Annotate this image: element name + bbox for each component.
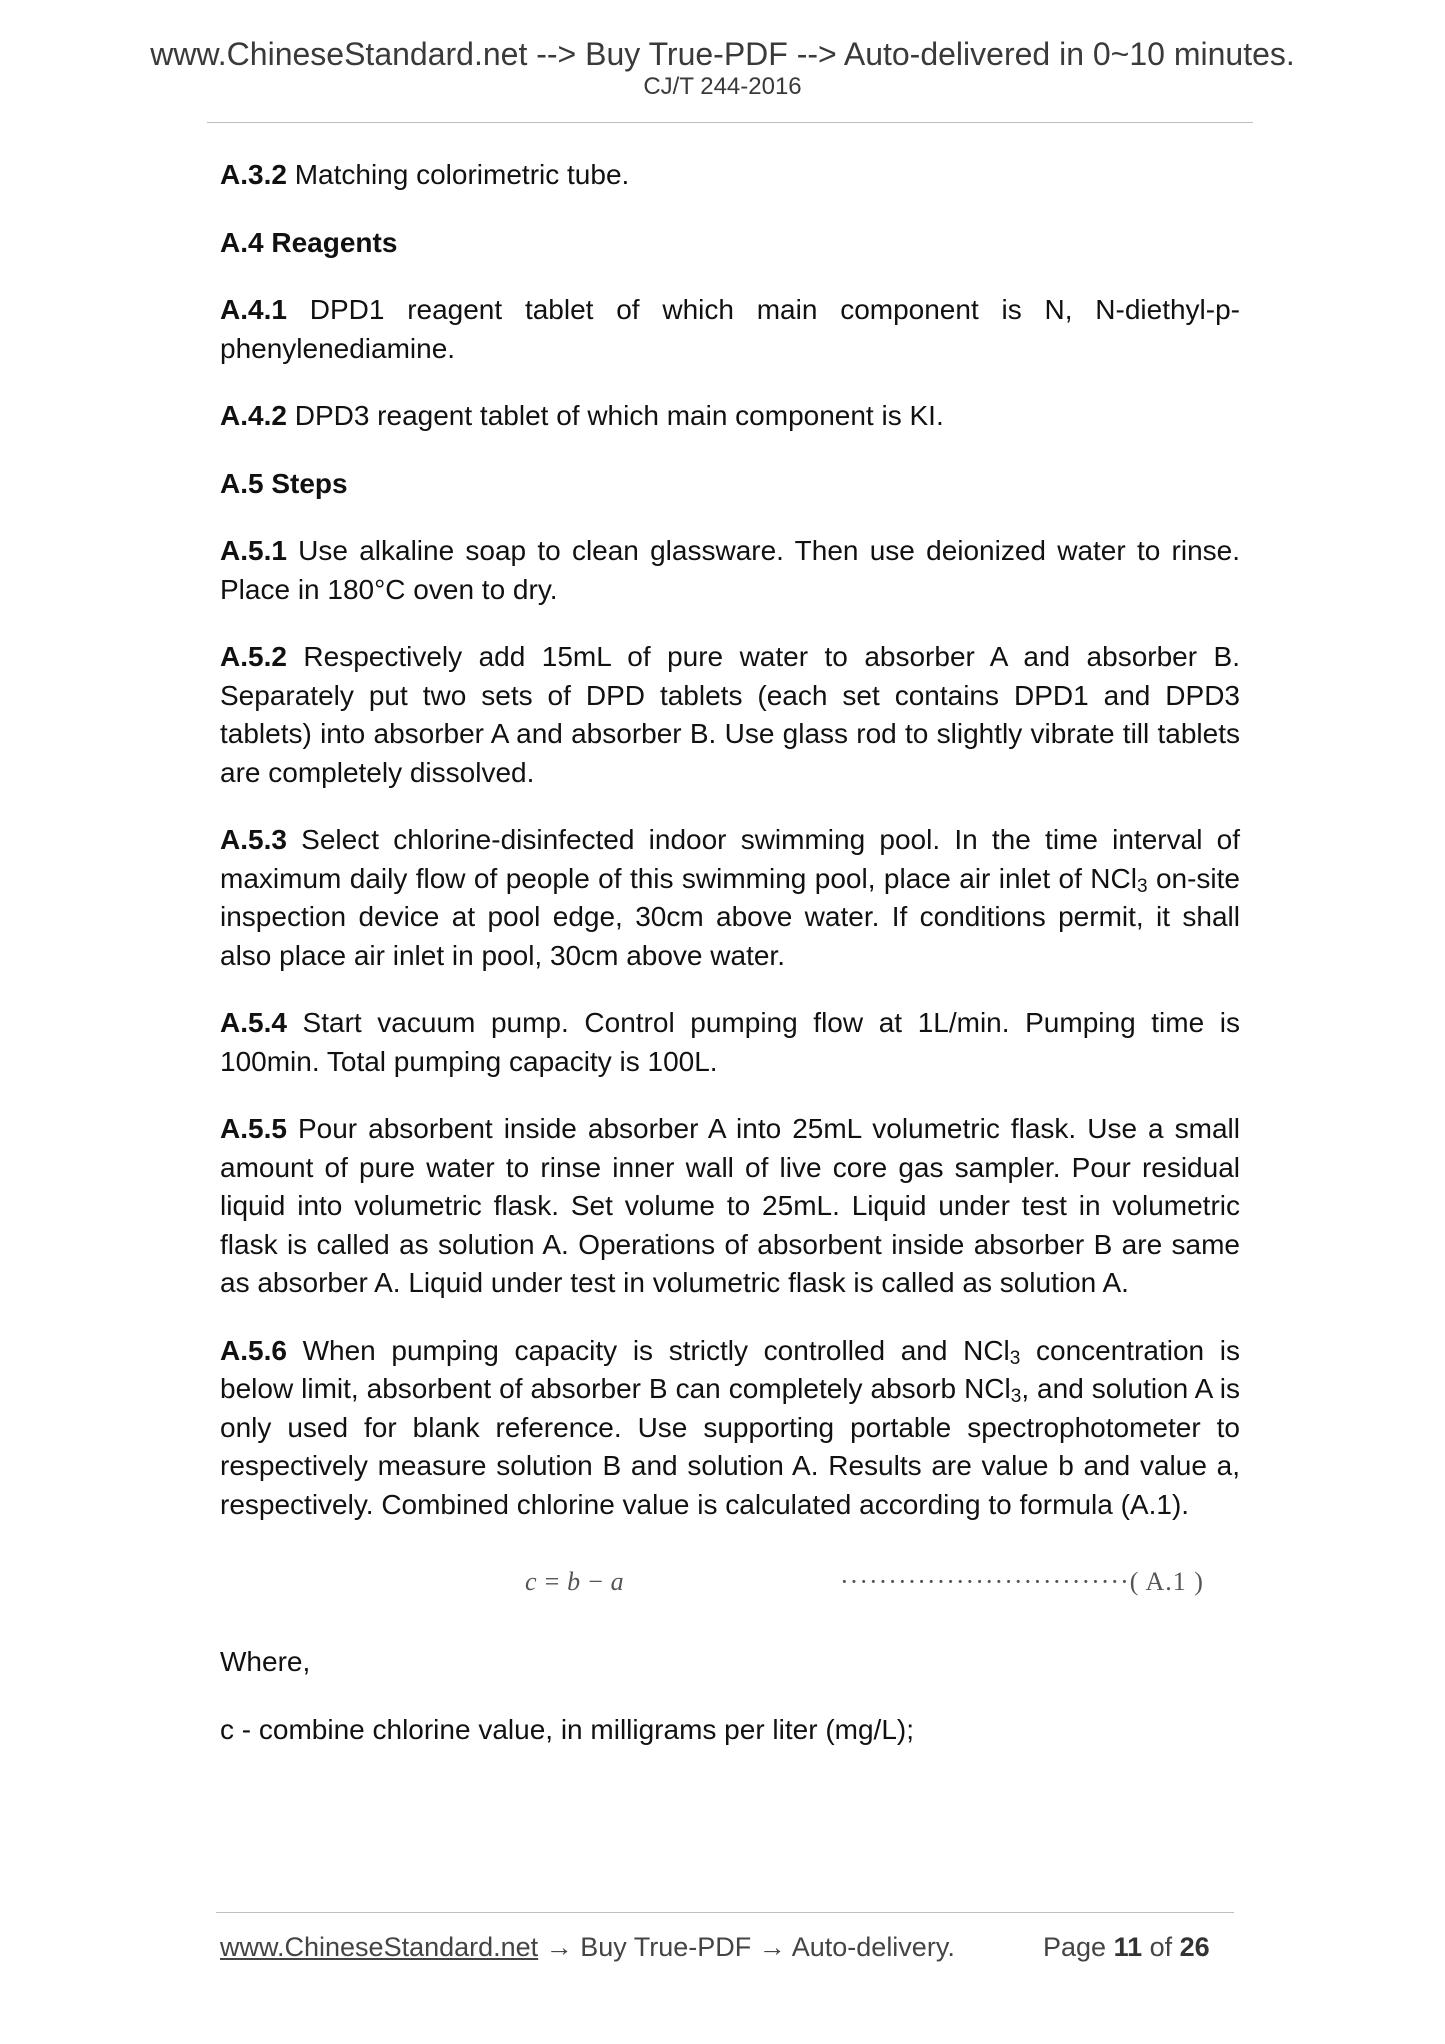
footer-left <box>220 1934 955 1961</box>
clause-text: Start vacuum pump. Control pumping flow at 1L/min. Pumping time is 100min. Total pumping capacity is 100L. <box>220 1007 1240 1077</box>
clause-text: Pour absorbent inside absorber A into 25mL volumetric flask. Use a small amount of pure water to rinse inner wall of live core gas sampler. Pour residual liquid into volumetric flask. Set volume to 25mL. Liquid under test in volumetric flask is called as solution A. Operations of absorbent inside absorber B are same as absorber A. Liquid under test in volumetric flask is called as solution A. <box>220 1113 1240 1298</box>
document-body <box>220 156 1240 1778</box>
clause-a-5-5 <box>220 1110 1240 1303</box>
clause-text: Respectively add 15mL of pure water to absorber A and absorber B. Separately put two sets of DPD tablets (each set contains DPD1 and DPD3 tablets) into absorber A and absorber B. Use glass rod to slightly vibrate till tablets are completely dissolved. <box>220 641 1240 788</box>
clause-text: DPD3 reagent tablet of which main component is KI. <box>286 400 944 431</box>
clause-number: A.5.6 <box>220 1334 287 1366</box>
subscript: 3 <box>1009 1347 1021 1369</box>
clause-text: Select chlorine-disinfected indoor swimming pool. In the time interval of maximum daily flow of people of this swimming pool, place air inlet of NCl <box>220 824 1240 894</box>
standard-number: CJ/T 244-2016 <box>643 73 802 100</box>
clause-number: A.4.1 <box>220 294 287 325</box>
clause-text: on-site inspection device at pool edge, 30cm above water. If conditions permit, it shall also place air inlet in pool, 30cm above water. <box>220 862 1240 971</box>
clause-a-3-2 <box>220 156 1240 195</box>
clause-text: DPD1 reagent tablet of which main component is N, N-diethyl-p-phenylenediamine. <box>220 294 1240 364</box>
clause-number: A.5.3 <box>220 824 287 855</box>
clause-a-5-4 <box>220 1004 1240 1081</box>
page-total: 26 <box>1179 1932 1210 1962</box>
section-heading: A.5 Steps <box>220 467 348 499</box>
page-prefix: Page <box>1043 1932 1114 1962</box>
clause-a-4-2 <box>220 397 1240 436</box>
header-divider <box>207 122 1253 123</box>
clause-text: , and solution A is only used for blank reference. Use supporting portable spectrophotometer to respectively measure solution B and solution A. Results are value b and value a, respectively. Combined chlorine value is calculated according to formula (A.1). <box>220 1373 1240 1520</box>
page-indicator <box>1043 1934 1210 1961</box>
clause-a-5-3 <box>220 821 1240 975</box>
header-banner: www.ChineseStandard.net --> Buy True-PDF --> Auto-delivered in 0~10 minutes. <box>150 36 1295 72</box>
section-a-5-heading <box>220 465 1240 504</box>
formula-reference: ······························( A.1 ) <box>840 1567 1204 1596</box>
footer-site-link[interactable]: www.ChineseStandard.net <box>220 1932 539 1962</box>
clause-number: A.5.1 <box>220 535 287 566</box>
definition-c: c - combine chlorine value, in milligrams per liter (mg/L); <box>220 1713 914 1745</box>
clause-number: A.5.2 <box>220 641 287 672</box>
section-a-4-heading <box>220 224 1240 263</box>
page-of: of <box>1142 1932 1180 1962</box>
clause-a-5-2 <box>220 638 1240 792</box>
page-current: 11 <box>1113 1932 1143 1962</box>
clause-a-5-6 <box>220 1332 1240 1525</box>
clause-text: concentration is below limit, absorbent of absorber B can completely absorb NCl <box>220 1334 1240 1404</box>
footer-divider <box>216 1912 1234 1913</box>
where-label: Where, <box>220 1646 311 1677</box>
clause-text: When pumping capacity is strictly controlled and NCl <box>286 1334 1010 1366</box>
footer-tagline: → Buy True-PDF → Auto-delivery. <box>538 1932 955 1962</box>
clause-number: A.3.2 <box>220 159 287 190</box>
clause-a-4-1 <box>220 291 1240 368</box>
formula-a-1 <box>220 1553 1240 1623</box>
section-heading: A.4 Reagents <box>220 226 398 258</box>
clause-number: A.5.4 <box>220 1007 287 1038</box>
subscript: 3 <box>1010 1386 1022 1407</box>
subscript: 3 <box>1136 875 1148 897</box>
clause-text: Matching colorimetric tube. <box>286 159 630 190</box>
formula-expression: c = b − a <box>525 1567 624 1596</box>
clause-text: Use alkaline soap to clean glassware. Then use deionized water to rinse. Place in 180°C oven to dry. <box>220 535 1240 605</box>
clause-number: A.4.2 <box>220 400 287 431</box>
clause-number: A.5.5 <box>220 1113 287 1144</box>
clause-a-5-1 <box>220 532 1240 609</box>
